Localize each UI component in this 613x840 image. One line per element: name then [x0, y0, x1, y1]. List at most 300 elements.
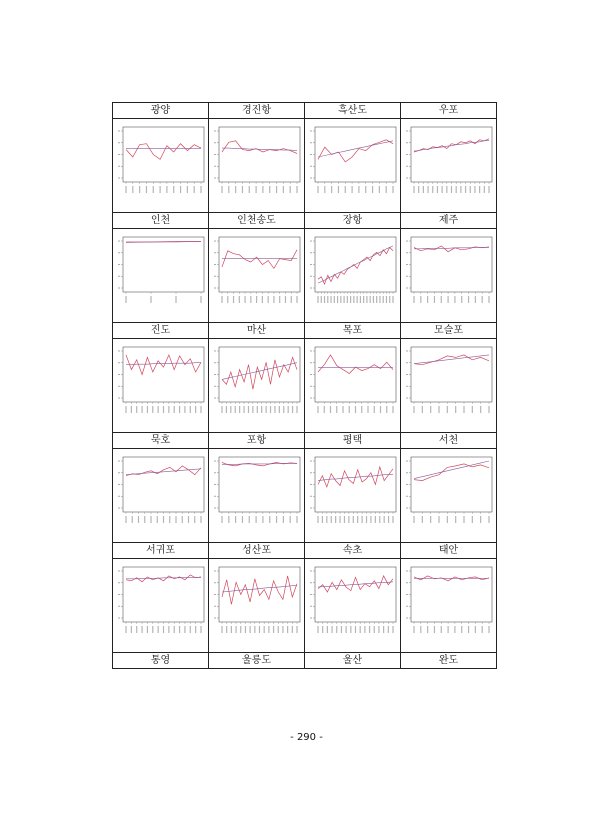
plot-frame — [315, 567, 396, 622]
chart-cell — [209, 339, 305, 433]
x-tick-label — [279, 296, 280, 303]
x-tick-label — [422, 516, 423, 523]
x-tick-label — [175, 516, 176, 523]
x-tick-label — [353, 516, 354, 523]
y-tick-label — [214, 606, 216, 607]
y-tick-label — [214, 264, 216, 265]
x-tick-label — [336, 406, 337, 413]
y-tick-label — [406, 241, 408, 242]
chart-cell — [113, 339, 209, 433]
y-tick-label — [118, 606, 120, 607]
x-tick-label — [366, 296, 367, 303]
y-tick-label — [118, 241, 120, 242]
x-tick-label — [355, 626, 356, 633]
x-tick-label — [324, 186, 325, 193]
x-tick-label — [327, 296, 328, 303]
x-tick-label — [472, 516, 473, 523]
x-tick-label — [470, 186, 471, 193]
x-tick-label — [152, 406, 153, 413]
x-tick-label — [378, 626, 379, 633]
y-tick-label — [214, 386, 216, 387]
x-tick-label — [182, 516, 183, 523]
x-tick-label — [317, 296, 318, 303]
x-tick-label — [166, 186, 167, 193]
station-chart-table — [112, 102, 497, 669]
y-tick-label — [310, 594, 312, 595]
y-tick-label — [406, 496, 408, 497]
x-tick-label — [357, 296, 358, 303]
x-tick-label — [413, 626, 414, 633]
x-tick-label — [454, 626, 455, 633]
x-tick-label — [317, 516, 318, 523]
x-tick-label — [455, 406, 456, 413]
x-tick-label — [152, 626, 153, 633]
x-tick-label — [125, 516, 126, 523]
x-tick-label — [147, 626, 148, 633]
x-tick-label — [420, 296, 421, 303]
x-tick-label — [366, 516, 367, 523]
x-tick-label — [282, 626, 283, 633]
x-tick-label — [235, 516, 236, 523]
x-tick-label — [370, 296, 371, 303]
x-tick-label — [259, 626, 260, 633]
x-tick-label — [221, 296, 222, 303]
station-label: 완도 — [401, 653, 497, 669]
x-tick-label — [249, 516, 250, 523]
x-tick-label — [427, 186, 428, 193]
x-tick-label — [317, 406, 318, 413]
trend-line — [222, 586, 297, 592]
y-tick-label — [406, 606, 408, 607]
x-tick-label — [351, 186, 352, 193]
x-tick-label — [194, 186, 195, 193]
chart-cell — [113, 449, 209, 543]
plot-frame — [411, 347, 492, 402]
x-tick-label — [221, 626, 222, 633]
y-tick-label — [214, 276, 216, 277]
station-label: 태안 — [401, 543, 497, 559]
trend-chart — [401, 559, 496, 652]
x-tick-label — [468, 626, 469, 633]
trend-chart — [401, 449, 496, 542]
chart-cell — [209, 559, 305, 653]
station-label: 마산 — [209, 323, 305, 339]
x-tick-label — [200, 296, 201, 303]
x-tick-label — [380, 406, 381, 413]
y-tick-label — [214, 484, 216, 485]
y-tick-label — [406, 142, 408, 143]
y-tick-label — [406, 166, 408, 167]
x-tick-label — [296, 516, 297, 523]
station-label: 평택 — [305, 433, 401, 449]
x-tick-label — [243, 406, 244, 413]
y-tick-label — [310, 606, 312, 607]
trend-chart — [401, 119, 496, 212]
x-tick-label — [244, 296, 245, 303]
y-tick-label — [118, 374, 120, 375]
y-tick-label — [118, 594, 120, 595]
x-tick-label — [388, 516, 389, 523]
x-tick-label — [384, 516, 385, 523]
x-tick-label — [326, 516, 327, 523]
x-tick-label — [482, 296, 483, 303]
x-tick-label — [245, 626, 246, 633]
label-row — [113, 323, 497, 339]
trend-chart — [113, 229, 208, 322]
x-tick-label — [228, 186, 229, 193]
x-tick-label — [150, 516, 151, 523]
x-tick-label — [175, 296, 176, 303]
plot-frame — [123, 127, 204, 182]
y-tick-label — [310, 178, 312, 179]
x-tick-label — [362, 516, 363, 523]
x-tick-label — [262, 296, 263, 303]
x-tick-label — [262, 186, 263, 193]
x-tick-label — [153, 186, 154, 193]
x-tick-label — [480, 516, 481, 523]
y-tick-label — [214, 178, 216, 179]
label-row — [113, 103, 497, 119]
x-tick-label — [288, 406, 289, 413]
y-tick-label — [406, 362, 408, 363]
y-tick-label — [310, 154, 312, 155]
station-label: 목포 — [305, 323, 401, 339]
y-tick-label — [310, 288, 312, 289]
y-tick-label — [214, 166, 216, 167]
x-tick-label — [484, 186, 485, 193]
x-tick-label — [159, 186, 160, 193]
y-tick-label — [406, 472, 408, 473]
y-tick-label — [214, 508, 216, 509]
x-tick-label — [350, 296, 351, 303]
y-tick-label — [406, 178, 408, 179]
x-tick-label — [341, 626, 342, 633]
x-tick-label — [173, 186, 174, 193]
x-tick-label — [442, 186, 443, 193]
trend-chart — [401, 229, 496, 322]
x-tick-label — [239, 406, 240, 413]
y-tick-label — [406, 484, 408, 485]
chart-cell — [305, 559, 401, 653]
x-tick-label — [141, 626, 142, 633]
chart-cell — [401, 559, 497, 653]
x-tick-label — [383, 626, 384, 633]
x-tick-label — [488, 626, 489, 633]
x-tick-label — [413, 186, 414, 193]
x-tick-label — [348, 516, 349, 523]
x-tick-label — [465, 186, 466, 193]
data-series-line — [222, 141, 297, 154]
x-tick-label — [488, 516, 489, 523]
data-series-line — [318, 576, 393, 592]
x-tick-label — [447, 516, 448, 523]
x-tick-label — [413, 406, 414, 413]
x-tick-label — [174, 626, 175, 633]
x-tick-label — [434, 626, 435, 633]
y-tick-label — [118, 386, 120, 387]
x-tick-label — [296, 406, 297, 413]
label-row — [113, 543, 497, 559]
x-tick-label — [475, 626, 476, 633]
x-tick-label — [317, 186, 318, 193]
y-tick-label — [118, 154, 120, 155]
plot-frame — [123, 237, 204, 292]
x-tick-label — [139, 186, 140, 193]
x-tick-label — [392, 186, 393, 193]
x-tick-label — [150, 296, 151, 303]
y-tick-label — [118, 484, 120, 485]
y-tick-label — [406, 131, 408, 132]
x-tick-label — [322, 626, 323, 633]
x-tick-label — [194, 516, 195, 523]
plot-frame — [123, 457, 204, 512]
trend-line — [414, 140, 489, 151]
y-tick-label — [310, 252, 312, 253]
station-label: 인천 — [113, 213, 209, 229]
x-tick-label — [324, 406, 325, 413]
x-tick-label — [427, 296, 428, 303]
y-tick-label — [118, 496, 120, 497]
x-tick-label — [242, 516, 243, 523]
x-tick-label — [226, 406, 227, 413]
x-tick-label — [250, 626, 251, 633]
plot-frame — [411, 237, 492, 292]
y-tick-label — [310, 484, 312, 485]
x-tick-label — [184, 406, 185, 413]
station-label: 서천 — [401, 433, 497, 449]
x-tick-label — [221, 186, 222, 193]
x-tick-label — [274, 406, 275, 413]
y-tick-label — [310, 264, 312, 265]
x-tick-label — [266, 406, 267, 413]
y-tick-label — [310, 496, 312, 497]
x-tick-label — [190, 406, 191, 413]
plot-frame — [411, 567, 492, 622]
x-tick-label — [468, 296, 469, 303]
x-tick-label — [327, 626, 328, 633]
x-tick-label — [136, 626, 137, 633]
data-series-line — [318, 467, 393, 487]
x-tick-label — [386, 296, 387, 303]
y-tick-label — [214, 142, 216, 143]
x-tick-label — [285, 296, 286, 303]
x-tick-label — [296, 626, 297, 633]
x-tick-label — [488, 296, 489, 303]
x-tick-label — [488, 186, 489, 193]
trend-line — [414, 355, 489, 364]
station-label: 통영 — [113, 653, 209, 669]
x-tick-label — [392, 626, 393, 633]
x-tick-label — [230, 406, 231, 413]
x-tick-label — [330, 296, 331, 303]
trend-chart — [209, 449, 304, 542]
x-tick-label — [131, 406, 132, 413]
trend-chart — [209, 229, 304, 322]
chart-cell — [209, 229, 305, 323]
x-tick-label — [437, 186, 438, 193]
x-tick-label — [420, 626, 421, 633]
y-tick-label — [118, 178, 120, 179]
x-tick-label — [242, 186, 243, 193]
x-tick-label — [353, 296, 354, 303]
label-row — [113, 653, 497, 669]
station-label: 우포 — [401, 103, 497, 119]
y-tick-label — [214, 241, 216, 242]
y-tick-label — [406, 386, 408, 387]
data-series-line — [222, 250, 297, 269]
x-tick-label — [195, 626, 196, 633]
x-tick-label — [386, 186, 387, 193]
x-tick-label — [460, 186, 461, 193]
chart-cell — [401, 339, 497, 433]
x-tick-label — [269, 186, 270, 193]
station-label: 경진항 — [209, 103, 305, 119]
x-tick-label — [255, 516, 256, 523]
x-tick-label — [488, 406, 489, 413]
x-tick-label — [292, 406, 293, 413]
plot-frame — [219, 237, 300, 292]
x-tick-label — [463, 406, 464, 413]
y-tick-label — [310, 241, 312, 242]
x-tick-label — [235, 626, 236, 633]
y-tick-label — [310, 582, 312, 583]
x-tick-label — [283, 186, 284, 193]
x-tick-label — [296, 296, 297, 303]
x-tick-label — [249, 186, 250, 193]
y-tick-label — [214, 374, 216, 375]
x-tick-label — [158, 626, 159, 633]
x-tick-label — [418, 186, 419, 193]
y-tick-label — [310, 166, 312, 167]
x-tick-label — [455, 516, 456, 523]
x-tick-label — [379, 186, 380, 193]
y-tick-label — [118, 618, 120, 619]
y-tick-label — [118, 264, 120, 265]
x-tick-label — [283, 516, 284, 523]
plot-frame — [219, 127, 300, 182]
station-label: 흑산도 — [305, 103, 401, 119]
y-tick-label — [118, 571, 120, 572]
x-tick-label — [287, 626, 288, 633]
y-tick-label — [214, 571, 216, 572]
trend-chart — [305, 339, 400, 432]
y-tick-label — [406, 264, 408, 265]
y-tick-label — [214, 472, 216, 473]
plot-frame — [123, 567, 204, 622]
x-tick-label — [141, 406, 142, 413]
y-tick-label — [214, 461, 216, 462]
trend-line — [222, 363, 297, 380]
x-tick-label — [131, 626, 132, 633]
station-label: 인천송도 — [209, 213, 305, 229]
y-tick-label — [214, 496, 216, 497]
trend-chart — [113, 449, 208, 542]
x-tick-label — [125, 296, 126, 303]
y-tick-label — [118, 362, 120, 363]
x-tick-label — [125, 186, 126, 193]
x-tick-label — [248, 406, 249, 413]
x-tick-label — [379, 516, 380, 523]
x-tick-label — [335, 516, 336, 523]
x-tick-label — [276, 516, 277, 523]
x-tick-label — [252, 406, 253, 413]
page-number: - 290 - — [290, 732, 323, 743]
x-tick-label — [250, 296, 251, 303]
chart-cell — [305, 339, 401, 433]
chart-cell — [401, 449, 497, 543]
x-tick-label — [200, 406, 201, 413]
x-tick-label — [454, 296, 455, 303]
trend-line — [414, 247, 489, 248]
x-tick-label — [269, 516, 270, 523]
x-tick-label — [235, 406, 236, 413]
chart-cell — [209, 449, 305, 543]
x-tick-label — [441, 296, 442, 303]
trend-line — [318, 246, 393, 283]
x-tick-label — [158, 406, 159, 413]
station-label: 장항 — [305, 213, 401, 229]
plot-row — [113, 449, 497, 543]
x-tick-label — [365, 186, 366, 193]
x-tick-label — [226, 626, 227, 633]
y-tick-label — [310, 472, 312, 473]
chart-cell — [113, 119, 209, 213]
x-tick-label — [340, 296, 341, 303]
y-tick-label — [406, 252, 408, 253]
plot-frame — [411, 127, 492, 182]
y-tick-label — [406, 594, 408, 595]
x-tick-label — [195, 406, 196, 413]
x-tick-label — [350, 626, 351, 633]
x-tick-label — [430, 516, 431, 523]
chart-cell — [305, 119, 401, 213]
x-tick-label — [349, 406, 350, 413]
y-tick-label — [214, 594, 216, 595]
y-tick-label — [214, 351, 216, 352]
x-tick-label — [125, 626, 126, 633]
y-tick-label — [310, 351, 312, 352]
x-tick-label — [235, 186, 236, 193]
y-tick-label — [118, 166, 120, 167]
x-tick-label — [257, 406, 258, 413]
x-tick-label — [392, 516, 393, 523]
trend-line — [318, 582, 393, 587]
station-label: 서귀포 — [113, 543, 209, 559]
x-tick-label — [363, 296, 364, 303]
x-tick-label — [200, 516, 201, 523]
y-tick-label — [118, 461, 120, 462]
plot-frame — [315, 127, 396, 182]
x-tick-label — [463, 516, 464, 523]
x-tick-label — [432, 186, 433, 193]
x-tick-label — [190, 626, 191, 633]
station-label: 속초 — [305, 543, 401, 559]
x-tick-label — [479, 186, 480, 193]
plot-row — [113, 119, 497, 213]
x-tick-label — [138, 516, 139, 523]
chart-cell — [305, 229, 401, 323]
x-tick-label — [330, 406, 331, 413]
y-tick-label — [118, 131, 120, 132]
x-tick-label — [438, 406, 439, 413]
x-tick-label — [345, 186, 346, 193]
y-tick-label — [406, 571, 408, 572]
x-tick-label — [256, 296, 257, 303]
x-tick-label — [239, 296, 240, 303]
y-tick-label — [310, 461, 312, 462]
chart-cell — [209, 119, 305, 213]
y-tick-label — [310, 142, 312, 143]
